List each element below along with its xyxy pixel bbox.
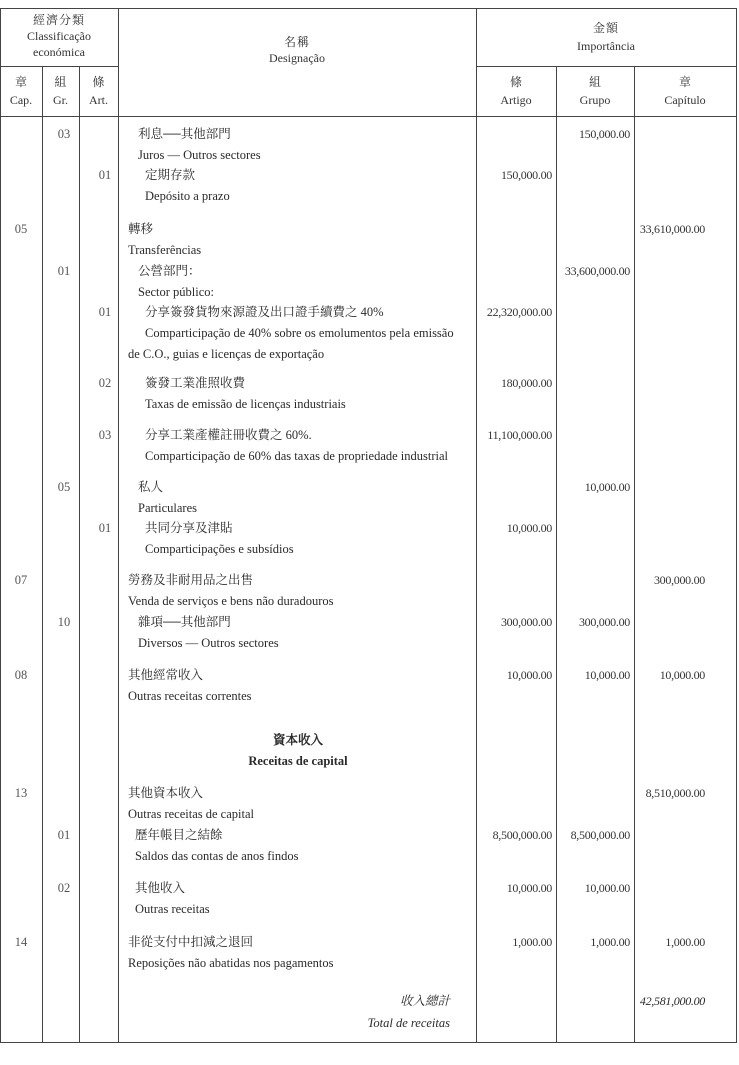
- designation-pt: Comparticipação de 40% sobre os emolumentos pela emissão: [145, 326, 454, 340]
- header-gr-pt: Gr.: [53, 93, 68, 107]
- header-artigo: [476, 74, 556, 108]
- header-designation-pt: Designação: [269, 51, 325, 65]
- table-row: [0, 518, 739, 556]
- cap-code: 08: [14, 668, 28, 682]
- designation-zh: 其他資本收入: [128, 786, 204, 800]
- header-capitulo: [634, 74, 736, 108]
- table-row: [0, 783, 739, 821]
- table-row: [0, 373, 739, 411]
- header-artigo-pt: Artigo: [500, 93, 532, 107]
- group-code: 01: [57, 828, 71, 842]
- designation-zh: 分享簽發貨物來源證及出口證手續費之 40%: [145, 305, 384, 319]
- designation-zh: 轉移: [128, 222, 154, 236]
- header-classification-pt2: económica: [33, 45, 85, 59]
- designation-pt: Venda de serviços e bens não duradouros: [128, 594, 334, 608]
- header-gr: [42, 74, 79, 108]
- artigo-amount: 22,320,000.00: [486, 305, 552, 319]
- header-capitulo-zh: 章: [678, 75, 691, 89]
- capitulo-amount: 300,000.00: [653, 573, 705, 587]
- designation-pt: Depósito a prazo: [145, 189, 230, 203]
- header-amount-pt: Importância: [577, 39, 635, 53]
- designation-pt: Comparticipações e subsídios: [145, 542, 294, 556]
- designation-zh: 非從支付中扣減之退回: [128, 935, 254, 949]
- designation-zh: 勞務及非耐用品之出售: [128, 573, 254, 587]
- header-capitulo-pt: Capítulo: [664, 93, 706, 107]
- designation-zh: 共同分享及津貼: [145, 521, 233, 535]
- table-row: [0, 825, 739, 863]
- designation-zh: 私人: [138, 480, 164, 494]
- grupo-amount: 1,000.00: [590, 935, 630, 949]
- article-code: 01: [98, 305, 112, 319]
- grupo-amount: 10,000.00: [584, 480, 630, 494]
- header-rule-bottom: [0, 116, 737, 117]
- header-art: [79, 74, 118, 108]
- group-code: 02: [57, 881, 71, 895]
- artigo-amount: 1,000.00: [512, 935, 552, 949]
- header-amount-zh: 金額: [592, 21, 619, 35]
- designation-zh: 利息──其他部門: [138, 127, 231, 141]
- article-code: 03: [98, 428, 112, 442]
- capitulo-amount: 33,610,000.00: [639, 222, 705, 236]
- grupo-amount: 33,600,000.00: [564, 264, 630, 278]
- table-row: [0, 124, 739, 162]
- header-rule-amount: [476, 66, 737, 67]
- group-code: 05: [57, 480, 71, 494]
- table-row: [0, 261, 739, 299]
- section-title-zh: 資本收入: [272, 733, 323, 747]
- header-art-pt: Art.: [89, 93, 108, 107]
- header-rule-classification: [0, 66, 119, 67]
- table-row: [0, 477, 739, 515]
- group-code: 03: [57, 127, 71, 141]
- table-row: [0, 302, 739, 361]
- cap-code: 05: [14, 222, 28, 236]
- article-code: 02: [98, 376, 112, 390]
- capitulo-amount: 10,000.00: [659, 668, 705, 682]
- artigo-amount: 180,000.00: [500, 376, 552, 390]
- header-cap: [0, 74, 42, 108]
- grupo-amount: 150,000.00: [578, 127, 630, 141]
- designation-pt: Sector público:: [138, 285, 215, 299]
- header-designation-zh: 名稱: [283, 35, 310, 49]
- table-row: [0, 570, 739, 608]
- designation-zh: 定期存款: [145, 168, 196, 182]
- artigo-amount: 10,000.00: [506, 668, 552, 682]
- artigo-amount: 300,000.00: [500, 615, 552, 629]
- designation-zh: 分享工業產權註冊收費之 60%.: [145, 428, 312, 442]
- designation-pt: Outras receitas de capital: [128, 807, 254, 821]
- capitulo-amount: 8,510,000.00: [645, 786, 705, 800]
- cap-code: 07: [14, 573, 28, 587]
- section-title-pt: Receitas de capital: [248, 754, 348, 768]
- designation-pt: Outras receitas: [135, 902, 210, 916]
- designation-pt: Saldos das contas de anos findos: [135, 849, 299, 863]
- designation-pt: Diversos — Outros sectores: [138, 636, 279, 650]
- grupo-amount: 8,500,000.00: [570, 828, 630, 842]
- designation-pt-continued: de C.O., guias e licenças de exportação: [128, 347, 325, 361]
- header-amount: [476, 20, 736, 54]
- capitulo-amount: 1,000.00: [665, 935, 705, 949]
- header-classification: [0, 12, 118, 60]
- designation-pt: Outras receitas correntes: [128, 689, 252, 703]
- table-row: [0, 425, 739, 463]
- designation-zh: 簽發工業准照收費: [145, 376, 246, 390]
- total-amount: 42,581,000.00: [639, 994, 705, 1008]
- designation-pt: Particulares: [138, 501, 198, 515]
- designation-pt: Comparticipação de 60% das taxas de propriedade industrial: [145, 449, 449, 463]
- header-grupo: [556, 74, 634, 108]
- header-artigo-zh: 條: [509, 75, 522, 89]
- header-cap-zh: 章: [14, 75, 27, 89]
- designation-zh: 其他經常收入: [128, 668, 204, 682]
- cap-code: 14: [14, 935, 28, 949]
- table-row: [0, 165, 739, 203]
- artigo-amount: 8,500,000.00: [492, 828, 552, 842]
- table-border-bottom: [0, 1042, 737, 1043]
- grupo-amount: 300,000.00: [578, 615, 630, 629]
- group-code: 01: [57, 264, 71, 278]
- designation-pt: Transferências: [128, 243, 202, 257]
- total-label-zh: 收入總計: [399, 994, 450, 1008]
- designation-pt: Reposições não abatidas nos pagamentos: [128, 956, 334, 970]
- artigo-amount: 10,000.00: [506, 521, 552, 535]
- designation-zh: 其他收入: [135, 881, 186, 895]
- header-grupo-zh: 組: [588, 75, 601, 89]
- group-code: 10: [57, 615, 71, 629]
- table-row: [0, 878, 739, 916]
- designation-pt: Juros — Outros sectores: [138, 148, 261, 162]
- table-row: [0, 665, 739, 703]
- header-gr-zh: 組: [54, 75, 67, 89]
- header-classification-zh: 經濟分類: [32, 13, 85, 27]
- table-row: [0, 219, 739, 257]
- designation-zh: 公營部門：: [138, 264, 201, 278]
- total-label-pt: Total de receitas: [367, 1016, 450, 1030]
- article-code: 01: [98, 521, 112, 535]
- artigo-amount: 150,000.00: [500, 168, 552, 182]
- table-border-top: [0, 8, 737, 9]
- header-art-zh: 條: [92, 75, 105, 89]
- header-classification-pt1: Classificação: [27, 29, 91, 43]
- designation-pt: Taxas de emissão de licenças industriais: [145, 397, 346, 411]
- table-row: [0, 612, 739, 650]
- header-cap-pt: Cap.: [9, 93, 33, 107]
- header-designation: [118, 34, 476, 66]
- designation-zh: 雜項──其他部門: [138, 615, 231, 629]
- grupo-amount: 10,000.00: [584, 881, 630, 895]
- designation-zh: 歷年帳目之結餘: [135, 828, 223, 842]
- artigo-amount: 11,100,000.00: [487, 428, 552, 442]
- artigo-amount: 10,000.00: [506, 881, 552, 895]
- grupo-amount: 10,000.00: [584, 668, 630, 682]
- table-row: [0, 932, 739, 970]
- article-code: 01: [98, 168, 112, 182]
- cap-code: 13: [14, 786, 28, 800]
- header-grupo-pt: Grupo: [579, 93, 611, 107]
